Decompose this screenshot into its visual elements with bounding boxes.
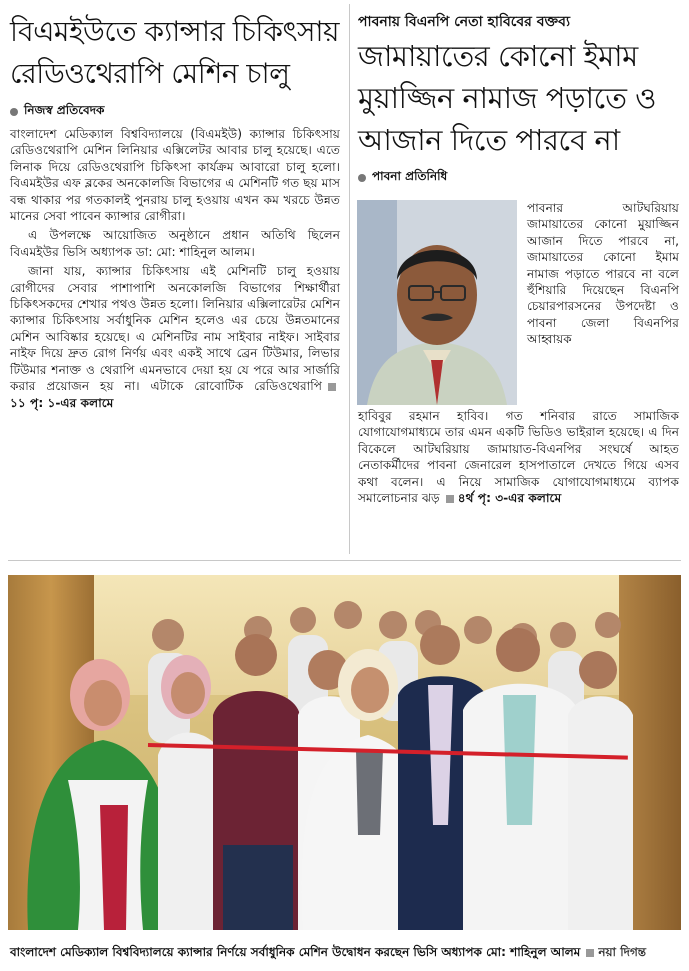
photo-caption (10, 944, 646, 964)
left-byline-text: নিজস্ব প্রতিবেদক (24, 103, 105, 117)
right-below-photo-text (358, 408, 679, 506)
right-kicker: পাবনায় বিএনপি নেতা হাবিবের বক্তব্য (358, 14, 571, 30)
jump-square-icon (328, 383, 336, 391)
right-below-photo-sentence: হাবিবুর রহমান হাবিব। গত শনিবার রাতে সামাজিক যোগাযোগমাধ্যমে তার এমন একটি ভিডিও ভাইরাল হয়েছে। এ দিন বিকেলে আটঘরিয়ায় জামায়াত-বিএনপির সংঘর্ষে আহত নেতাকর্মীদের পাবনা জেনারেল হাসপাতালে দেখতে গিয়ে এসব কথা বলেন। এ নিয়ে সামাজিক যোগাযোগমাধ্যমে ব্যাপক সমালোচনার ঝড় (358, 409, 679, 506)
jump-square-icon (446, 495, 454, 503)
left-article-body (10, 126, 340, 414)
inauguration-photo (8, 575, 681, 930)
right-jump-link[interactable]: ৪র্থ পৃ: ৩-এর কলামে (457, 491, 562, 506)
section-divider (8, 560, 681, 561)
photo-credit: নয়া দিগন্ত (598, 945, 647, 959)
bullet-icon (10, 108, 18, 116)
portrait-photo (357, 200, 517, 405)
photo-caption-text: বাংলাদেশ মেডিক্যাল বিশ্ববিদ্যালয়ে ক্যান্সার নির্ণয়ে সর্বাধুনিক মেশিন উদ্বোধন করছেন ভিসি অধ্যাপক মো: শাহিনুল আলম (10, 945, 581, 959)
left-headline-line1: বিএমইউতে ক্যান্সার চিকিৎসায় (10, 15, 340, 48)
right-headline-line2: মুয়াজ্জিন নামাজ পড়াতে ও (358, 81, 657, 115)
right-headline-line3: আজান দিতে পারবে না (358, 123, 620, 157)
right-headline-line1: জামায়াতের কোনো ইমাম (358, 39, 638, 73)
left-paragraph-3-text: জানা যায়, ক্যান্সার চিকিৎসায় এই মেশিনটি চালু হওয়ায় রোগীদের সেবার পাশাপাশি অনকোলজি বিভাগের শিক্ষার্থীরা চিকিৎসকদের শেখার পথও উন্নত হলো। লিনিয়ার এক্সিলারেটর মেশিন ক্যান্সার চিকিৎসায় সর্বাধুনিক মেশিন হলেও এর চেয়ে উন্নতমানের মেশিন আবিষ্কার হয়েছে। এ মেশিনটির নাম সাইবার নাইফ। সাইবার নাইফ দিয়ে দ্রুত রোগ নির্ণয় এবং একই সাথে ব্রেন টিউমার, লিভার টিউমার শনাক্ত ও থেরাপি এমনভাবে দেয়া হয় যে পরে আর সার্জারি করার প্রয়োজন হয় না। এটাকে রোবোটিক রেডিওথেরাপি (10, 264, 340, 394)
right-byline-text: পাবনা প্রতিনিধি (372, 169, 448, 183)
right-byline (358, 168, 447, 188)
right-beside-photo-text: পাবনার আটঘরিয়ায় জামায়াতের কোনো মুয়াজ্জিন আজান দিতে পারবে না, জামায়াতের কোনো ইমাম নামাজ পড়াতে পারবে না বলে হুঁশিয়ারি দিয়েছেন বিএনপি চেয়ারপারসনের উপদেষ্টা ও পাবনা জেলা বিএনপির আহ্বায়ক (527, 201, 679, 347)
left-paragraph-1: বাংলাদেশ মেডিক্যাল বিশ্ববিদ্যালয়ে (বিএমইউ) ক্যান্সার চিকিৎসায় রেডিওথেরাপি মেশিন লিনিয়ার এক্সিলেটর আবার চালু হয়েছে। এতে লিনাক দিয়ে রেডিওথেরাপি চিকিৎসা কার্যক্রম আবারো চালু হলো। বিএমইউর এফ ব্লকের অনকোলজি বিভাগের এ মেশিনটি গত ছয় মাস বন্ধ থাকার পর গতকালই পুনরায় চালু হওয়ায় এখন কম খরচে উন্নত মানের সেবা পাবেন ক্যান্সার রোগীরা। (10, 127, 340, 224)
left-paragraph-2: এ উপলক্ষে আয়োজিত অনুষ্ঠানে প্রধান অতিথি ছিলেন বিএমইউর ভিসি অধ্যাপক ডা: মো: শাহিনুল আলম। (10, 228, 340, 259)
left-byline (10, 102, 104, 122)
column-divider (349, 4, 350, 554)
photo-people-illustration (8, 575, 681, 930)
left-jump-link[interactable]: ১১ পৃ: ১-এর কলামে (10, 395, 114, 410)
left-headline-line2: রেডিওথেরাপি মেশিন চালু (10, 57, 290, 90)
left-paragraph-3 (10, 263, 340, 411)
bullet-icon (358, 174, 366, 182)
portrait-illustration (357, 200, 517, 405)
credit-square-icon (586, 949, 594, 957)
